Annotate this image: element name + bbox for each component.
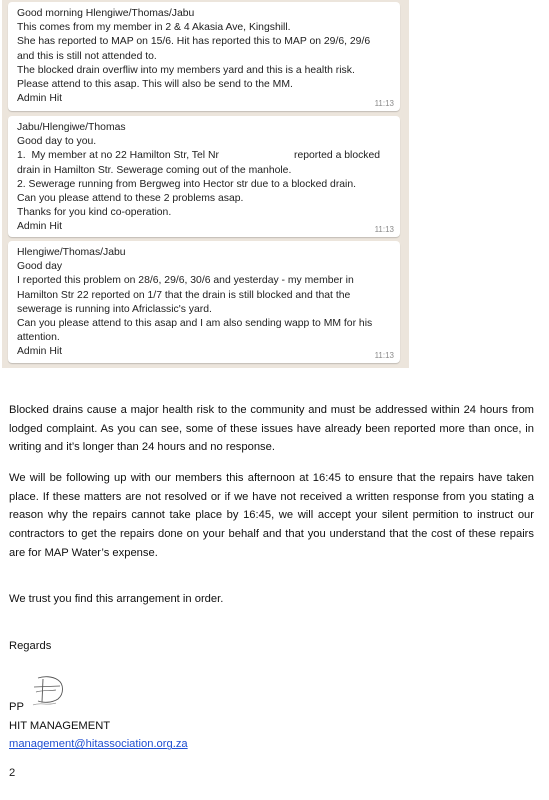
chat-screenshot <box>2 0 409 368</box>
chat-message-3 <box>8 241 400 363</box>
letter-paragraph-follow-up <box>9 469 534 563</box>
message-line: Admin Hit <box>17 93 63 105</box>
message-line: Good morning Hlengiwe/Thomas/Jabu <box>17 8 195 19</box>
message-line: Admin Hit <box>17 346 63 358</box>
message-timestamp: 11:13 <box>374 225 394 234</box>
message-timestamp: 11:13 <box>374 351 394 360</box>
page-number: 2 <box>9 767 16 779</box>
message-line: 1. My member at no 22 Hamilton Str, Tel Nr reported a blocked <box>17 150 381 162</box>
message-line: The blocked drain overfliw into my members yard and this is a health risk. <box>17 64 355 76</box>
letter-paragraph-health-risk <box>9 401 534 457</box>
message-line: 2. Sewerage running from Bergweg into Hector str due to a blocked drain. <box>17 178 357 190</box>
email-line <box>9 735 534 754</box>
message-line: Can you please attend to this asap and I am also sending wapp to MM for his <box>17 318 373 330</box>
message-line: Please attend to this asap. This will also be send to the MM. <box>17 79 293 91</box>
organisation-name: HIT MANAGEMENT <box>9 719 111 732</box>
message-line: Good day <box>17 261 63 273</box>
chat-message-1 <box>8 2 400 111</box>
message-timestamp: 11:13 <box>374 99 394 108</box>
message-line: I reported this problem on 28/6, 29/6, 30/6 and yesterday - my member in <box>17 275 354 287</box>
message-line: Thanks for you kind co-operation. <box>17 207 172 219</box>
message-line: sewerage is running into Africlassic's yard. <box>17 303 212 315</box>
paragraph-text: We will be following up with our members this afternoon at 16:45 to ensure that the repairs have taken place. If these matters are not resolved or if we have not received a written response from you stating a reason why the repairs cannot take place by 16:45, we will accept your silent permition to instruct our contractors to get the repairs done on your behalf and that you understand that the cost of these repairs are for MAP Water’s expense. <box>9 472 534 559</box>
letter-paragraph-arrangement <box>9 590 534 609</box>
message-line: Can you please attend to these 2 problems asap. <box>17 193 244 205</box>
message-line: attention. <box>17 332 60 344</box>
signature-block <box>9 698 534 754</box>
message-line: This comes from my member in 2 & 4 Akasia Ave, Kingshill. <box>17 22 291 34</box>
paragraph-text: We trust you find this arrangement in order. <box>9 593 224 605</box>
message-line: Hamilton Str 22 reported on 1/7 that the drain is still blocked and that the <box>17 289 351 301</box>
letter-regards <box>9 637 534 656</box>
message-line: and this is still not attended to. <box>17 50 157 62</box>
regards-text: Regards <box>9 640 52 652</box>
email-link[interactable]: management@hitassociation.org.za <box>9 738 188 751</box>
message-line: Admin Hit <box>17 221 63 233</box>
message-line: She has reported to MAP on 15/6. Hit has reported this to MAP on 29/6, 29/6 <box>17 36 371 48</box>
paragraph-text: Blocked drains cause a major health risk to the community and must be addressed within 24 hours from lodged complaint. As you can see, some of these issues have already been reported more than once, in writing and it’s longer than 24 hours and no response. <box>9 404 534 454</box>
message-line: drain in Hamilton Str. Sewerage coming out of the manhole. <box>17 164 292 176</box>
message-line: Jabu/Hlengiwe/Thomas <box>17 122 126 133</box>
message-line: Good day to you. <box>17 136 97 148</box>
chat-message-2 <box>8 116 400 237</box>
message-line: Hlengiwe/Thomas/Jabu <box>17 247 126 258</box>
pp-label: PP <box>9 701 24 713</box>
